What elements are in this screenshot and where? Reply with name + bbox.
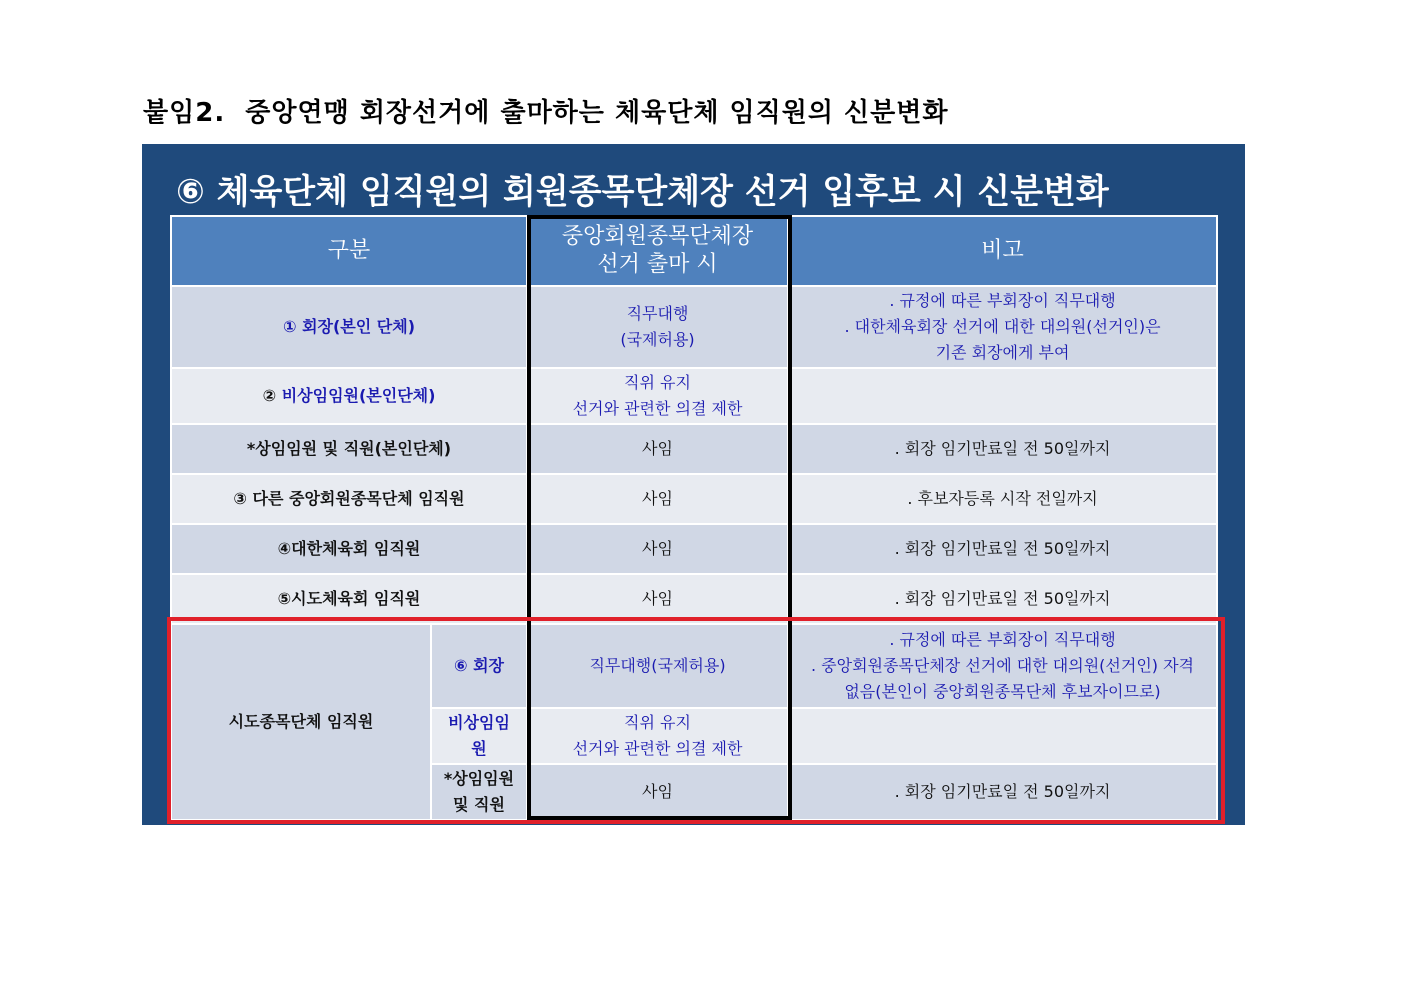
row-status: 사임: [527, 474, 788, 524]
row-note-line: . 규정에 따른 부회장이 직무대행: [889, 291, 1116, 310]
sub-label-line: 비상임임: [448, 713, 510, 732]
row-note-line: . 규정에 따른 부회장이 직무대행: [889, 630, 1116, 649]
row-label: ⑤시도체육회 임직원: [171, 574, 527, 624]
row-status: [527, 286, 788, 368]
row-label: *상임임원 및 직원(본인단체): [171, 424, 527, 474]
row-status-line: 직위 유지: [624, 373, 691, 392]
header-category: 구분: [171, 216, 527, 286]
sub-label: ⑥ 회장: [431, 624, 527, 708]
row-status-line: (국제허용): [620, 330, 695, 349]
row-note-line: 기존 회장에게 부여: [935, 343, 1070, 362]
row-status-line: 직위 유지: [624, 713, 691, 732]
row-label-text: 비상임임원(본인단체): [281, 386, 436, 405]
sub-label: [431, 764, 527, 820]
row-status: 사임: [527, 574, 788, 624]
row-label: ③ 다른 중앙회원종목단체 임직원: [171, 474, 527, 524]
row-status: 사임: [527, 524, 788, 574]
row-note: . 후보자등록 시작 전일까지: [788, 474, 1217, 524]
row-label-prefix: ②: [262, 386, 282, 405]
row-status: 직무대행(국제허용): [527, 624, 788, 708]
row-note-line: . 대한체육회장 선거에 대한 대의원(선거인)은: [844, 317, 1161, 336]
row-note-line: . 중앙회원종목단체장 선거에 대한 대의원(선거인) 자격: [810, 656, 1195, 675]
row-note: . 회장 임기만료일 전 50일까지: [788, 764, 1217, 820]
sub-label-line: 원: [471, 739, 487, 758]
row-status-line: 선거와 관련한 의결 제한: [572, 739, 743, 758]
row-label: ① 회장(본인 단체): [171, 286, 527, 368]
header-candidacy: [527, 216, 788, 286]
table-row: [171, 368, 1217, 424]
row-status: [527, 368, 788, 424]
document-title: 붙임2. 중앙연맹 회장선거에 출마하는 체육단체 임직원의 신분변화: [143, 98, 949, 128]
row-label: ④대한체육회 임직원: [171, 524, 527, 574]
row-note: . 회장 임기만료일 전 50일까지: [788, 574, 1217, 624]
row-note: [788, 624, 1217, 708]
row-note: [788, 286, 1217, 368]
row-note: . 회장 임기만료일 전 50일까지: [788, 524, 1217, 574]
row-status: 사임: [527, 424, 788, 474]
table-row: [171, 286, 1217, 368]
row-status: [527, 708, 788, 764]
table-row: [171, 574, 1217, 624]
table-row: [171, 424, 1217, 474]
row-note: . 회장 임기만료일 전 50일까지: [788, 424, 1217, 474]
sub-label: [431, 708, 527, 764]
row-note: [788, 368, 1217, 424]
table-row: [171, 474, 1217, 524]
row-status-line: 직무대행: [626, 304, 689, 323]
header-remarks: 비고: [788, 216, 1217, 286]
sub-label-line: *상임임원: [443, 769, 515, 788]
row-status: 사임: [527, 764, 788, 820]
header-candidacy-line1: 중앙회원종목단체장: [561, 224, 754, 249]
sub-label-line: 및 직원: [453, 795, 505, 814]
row-note-line: 없음(본인이 중앙회원종목단체 후보자이므로): [844, 682, 1161, 701]
table-row: [171, 624, 1217, 708]
panel-title: ⑥ 체육단체 임직원의 회원종목단체장 선거 입후보 시 신분변화: [176, 172, 1109, 212]
row-label: [171, 368, 527, 424]
group-label: 시도종목단체 임직원: [171, 624, 431, 820]
table-header-row: [171, 216, 1217, 286]
row-note: [788, 708, 1217, 764]
status-change-table: [170, 215, 1218, 821]
header-candidacy-line2: 선거 출마 시: [597, 252, 718, 277]
table-row: [171, 524, 1217, 574]
row-status-line: 선거와 관련한 의결 제한: [572, 399, 743, 418]
